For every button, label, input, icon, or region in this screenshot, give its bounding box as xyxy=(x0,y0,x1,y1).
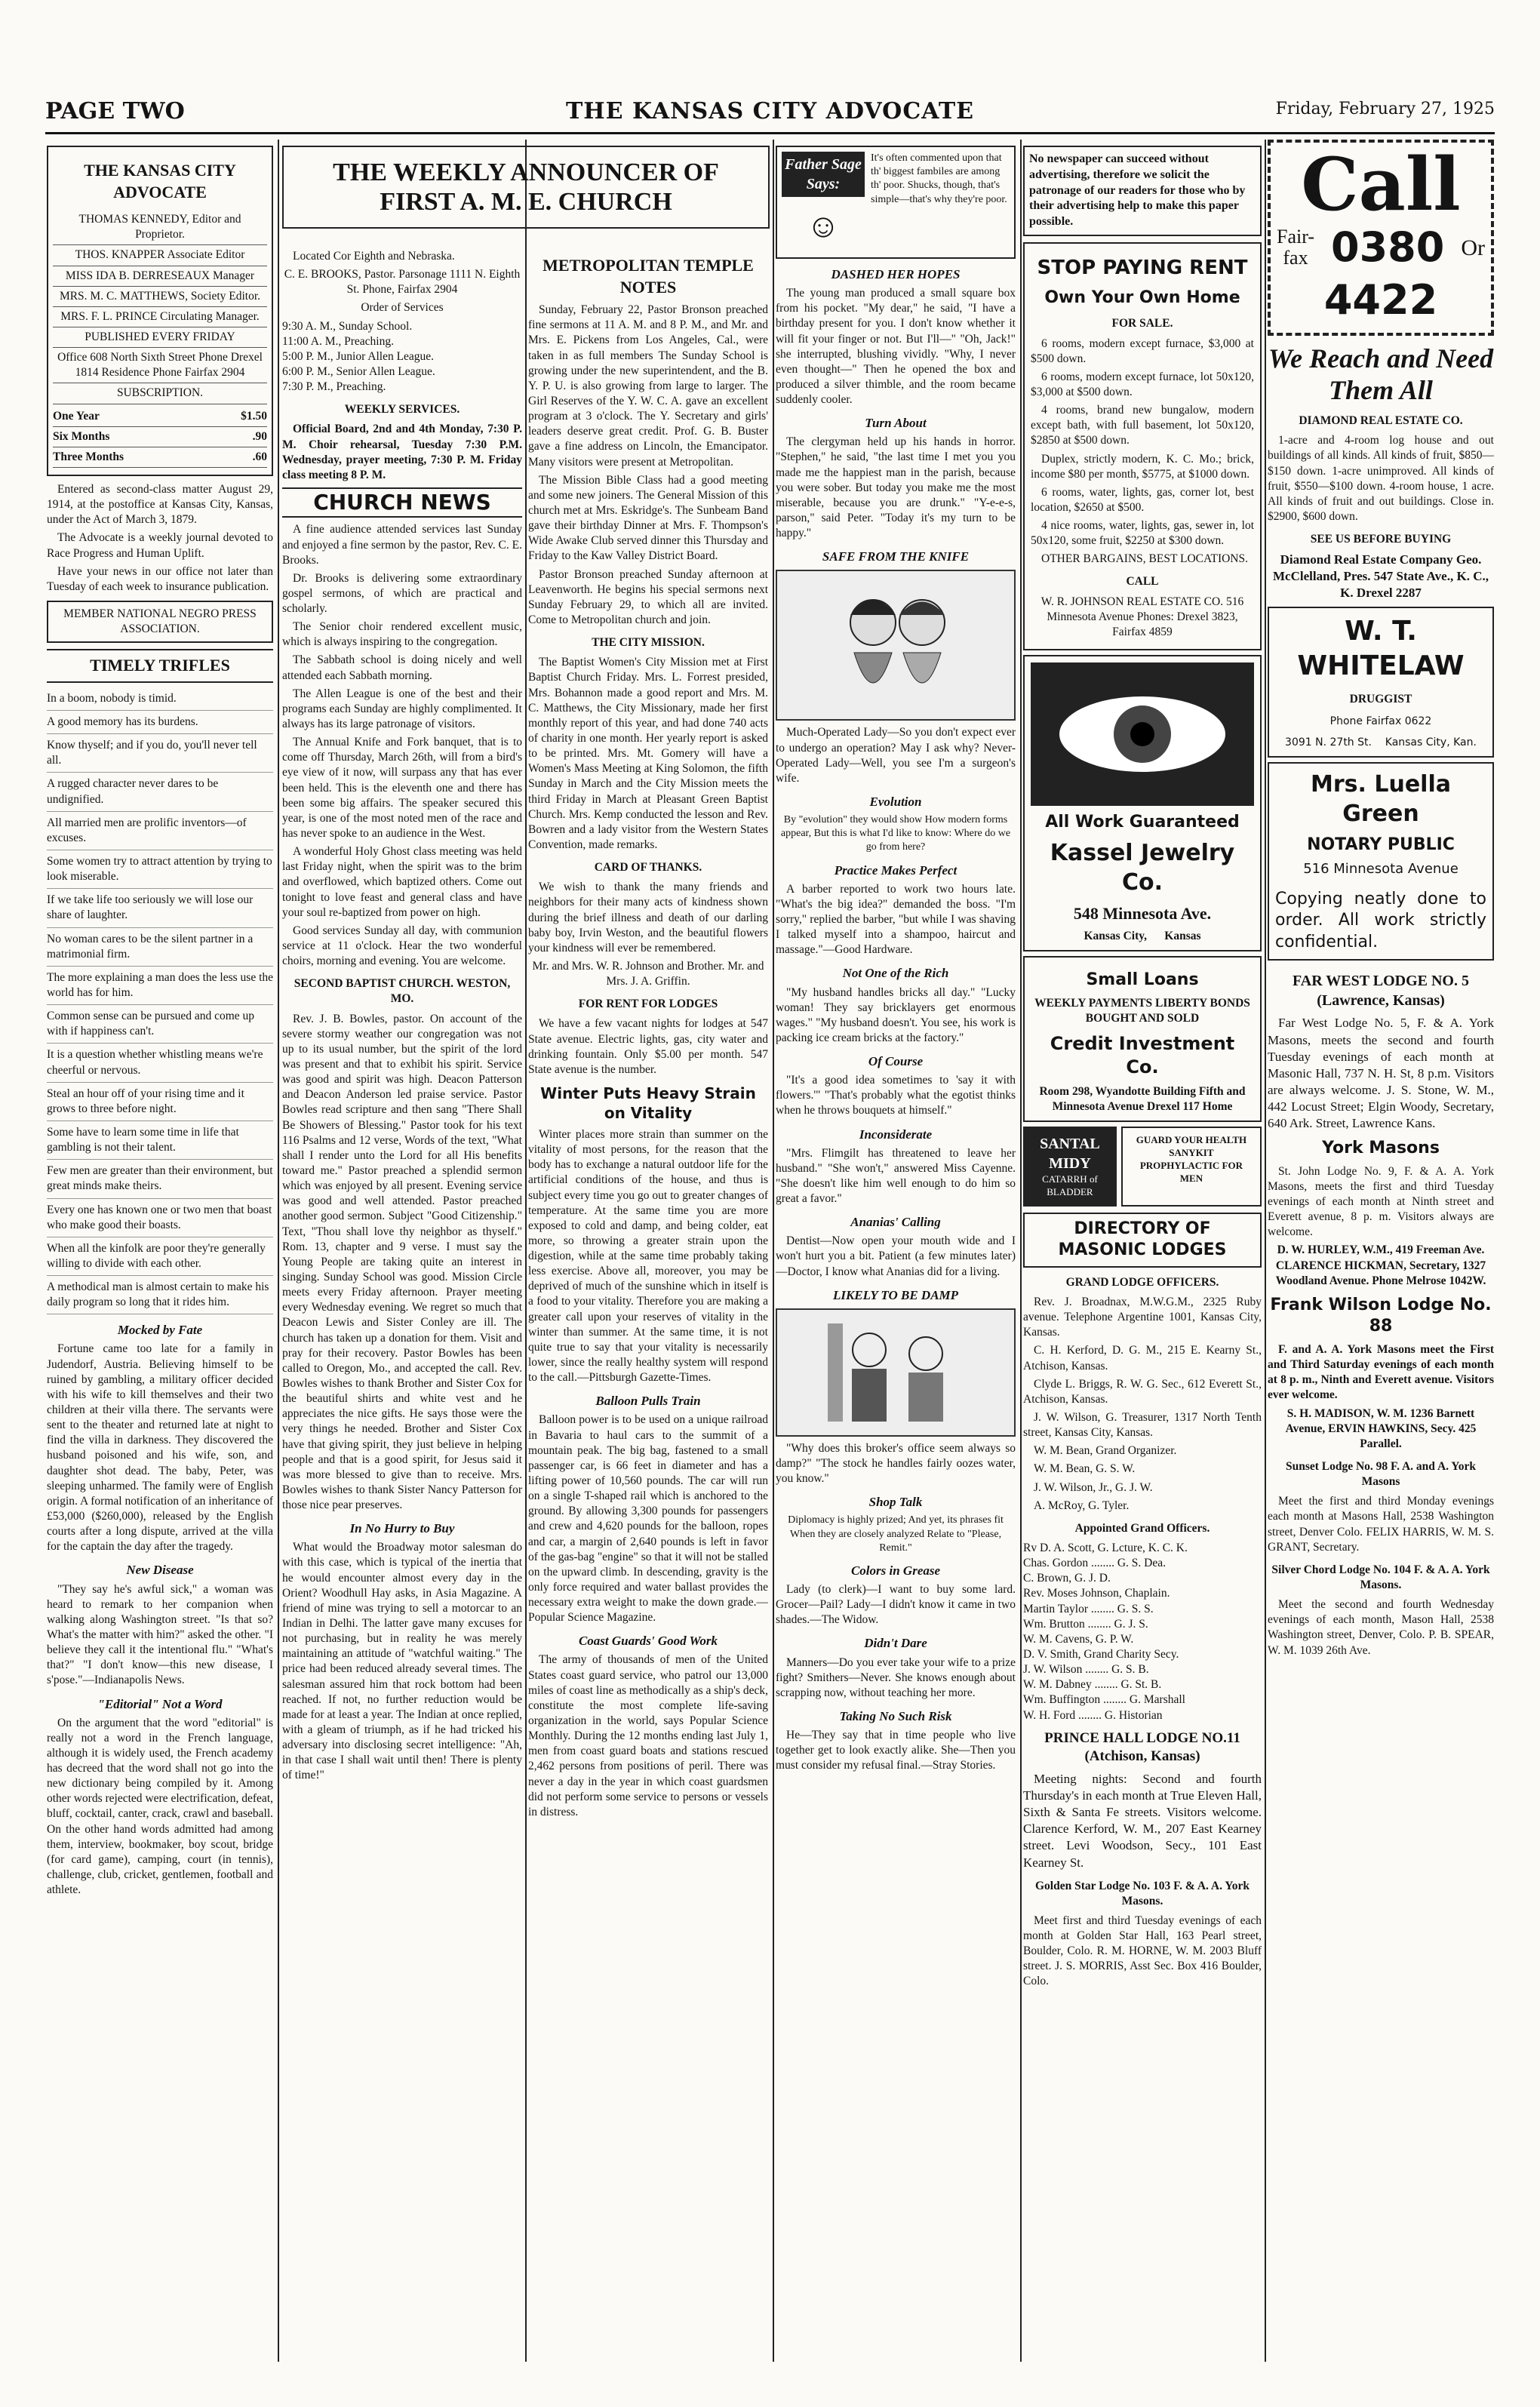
entered-notice: Entered as second-class matter August 29, 1914, at the postoffice at Kansas City, Kansas, under the Act of March 3, 1879. xyxy=(47,483,273,527)
editorial-text: On the argument that the word "editorial" is really not a word in the French language, although it is widely used, the French academy has decreed that the word shall not go into the new dictionary being compiled by it. Among other words rejected were electrification, defeat, bluff, cocktail, canter, crack, crawl and baseball. On the other hand words admitted had among them, interview, bookmaker, boy scout, bridge (for card game), camping, court (in tennis), challenge, club, cricket, gentlemen, football and athlete. xyxy=(47,1716,273,1897)
green-name: Mrs. Luella Green xyxy=(1311,770,1451,827)
other-bargains: OTHER BARGAINS, BEST LOCATIONS. xyxy=(1041,552,1248,566)
appointed-heading: Appointed Grand Officers. xyxy=(1074,1521,1210,1535)
practice-text: A barber reported to work two hours late. "What's the big idea?" demanded the boss. "I'm sorry," replied the barber, "but while I was shaving I talked myself into a shampoo, haircut and massage."—Good Hardware. xyxy=(776,882,1016,957)
mocked-heading: Mocked by Fate xyxy=(117,1323,203,1338)
disease-heading: New Disease xyxy=(126,1563,194,1578)
trifle: A rugged character never dares to be undignified. xyxy=(47,773,273,811)
trifle: All married men are prolific inventors—of excuses. xyxy=(47,812,273,850)
staff-line: PUBLISHED EVERY FRIDAY xyxy=(53,327,267,348)
thanks-text: We wish to thank the many friends and neighbors for their many acts of kindness shown during the brief illness and death of our darling baby boy, Irvin Weston, and the beautiful flowers your kindness will ever be remembered. xyxy=(528,881,768,954)
loans-sub: WEEKLY PAYMENTS LIBERTY BONDS BOUGHT AND SOLD xyxy=(1034,996,1250,1025)
grand-officer: Rev. J. Broadnax, M.W.G.M., 2325 Ruby avenue. Telephone Argentine 1001, Kansas City, Kansas. xyxy=(1023,1296,1262,1339)
column-divider xyxy=(1020,140,1022,2362)
staff-paper-name: THE KANSAS CITY ADVOCATE xyxy=(84,161,236,201)
call-label: CALL xyxy=(1126,575,1159,589)
trifle: The more explaining a man does the less use the world has for him. xyxy=(47,967,273,1005)
frank-signature: S. H. MADISON, W. M. 1236 Barnett Avenue, ERVIN HAWKINS, Secy. 425 Parallel. xyxy=(1285,1406,1477,1450)
trifle: It is a question whether whistling means we're cheerful or nervous. xyxy=(47,1044,273,1082)
journal-notice: The Advocate is a weekly journal devoted to Race Progress and Human Uplift. xyxy=(47,531,273,560)
subscription-row: Three Months .60 xyxy=(53,447,267,468)
hopes-text: The young man produced a small square box from his pocket. "My dear," he said, "I have a birthday present for you. I don't know whether it will fit your finger or not. But I'll—" "Oh, Jack!" she interrupted, blushing vividly. "Why, I never even thought—" Then he opened the box and produced a silver thimble, and the room became suddenly cooler. xyxy=(776,287,1016,407)
grand-officer: J. W. Wilson, G. Treasurer, 1317 North Tenth street, Kansas City, Kansas. xyxy=(1023,1411,1262,1440)
column-5 xyxy=(1023,140,1262,2362)
listing: 6 rooms, water, lights, gas, corner lot, best location, $2650 at $500. xyxy=(1031,485,1254,514)
column-divider xyxy=(525,140,527,2362)
appointed-officer: Martin Taylor ........ G. S. S. xyxy=(1023,1602,1154,1615)
thanks-signature: Mr. and Mrs. W. R. Johnson and Brother. Mr. and Mrs. J. A. Griffin. xyxy=(532,959,764,988)
column-divider xyxy=(773,140,774,2362)
staff-line: MRS. M. C. MATTHEWS, Society Editor. xyxy=(53,287,267,307)
credit-name: Credit Investment Co. xyxy=(1050,1033,1235,1078)
course-text: "It's a good idea sometimes to 'say it with flowers.'" "That's probably what the egotist thinks when he throws bouquets at himself." xyxy=(776,1074,1016,1117)
diamond-text: 1-acre and 4-room log house and out buildings of all kinds. All kinds of fruit, $850—$150 down. 1-acre unimproved. All kinds of fruit, $550—$100 down. 4-room house, 1 acre. All kinds of fruit and out buildings. Close in. $2900, $600 down. xyxy=(1268,434,1494,523)
course-heading: Of Course xyxy=(868,1054,924,1069)
column-1 xyxy=(47,140,273,2362)
metro-heading: METROPOLITAN TEMPLE NOTES xyxy=(543,256,754,297)
news-item: A wonderful Holy Ghost class meeting was held last Friday night, when the spirit was to the brim and overflowed, which baptized others. Come out tonight to love feast and general class and have your soul re-baptized from power on high. xyxy=(282,845,522,919)
call-word: Call xyxy=(1301,142,1461,227)
call-ad xyxy=(1268,140,1494,336)
diamond-heading: DIAMOND REAL ESTATE CO. xyxy=(1299,414,1463,428)
balloon-text: Balloon power is to be used on a unique railroad in Bavaria to haul cars to the summit of a mountain peak. The big bag, fastened to a small passenger car, is 66 feet in diameter and has a lifting power of 10,560 pounds. The car will run on a single T-shaped rail which is anchored to the ground. By allowing 3,300 pounds for passengers and crew and 4,620 pounds for the balloon, ropes and car, a margin of 2,640 pounds is left in favor of the gas-bag "engine" so that it will not be stalled on the upward climb. In descending, gravity is the only force required and water ballast provides the necessary extra weight to make the down grade.—Popular Science Magazine. xyxy=(528,1413,768,1625)
frank-text: F. and A. A. York Masons meet the First and Third Saturday evenings of each month at 8 p. m., Ninth and Everett avenue. Visitors ever welcome. xyxy=(1268,1343,1494,1402)
practice-heading: Practice Makes Perfect xyxy=(834,862,958,878)
frank-heading: Frank Wilson Lodge No. 88 xyxy=(1270,1295,1492,1336)
hurry-heading: In No Hurry to Buy xyxy=(349,1521,455,1536)
church-location: Located Cor Eighth and Nebraska. xyxy=(293,250,455,263)
paper-title: THE KANSAS CITY ADVOCATE xyxy=(565,98,975,124)
column-divider xyxy=(278,140,279,2362)
coast-heading: Coast Guards' Good Work xyxy=(578,1634,718,1649)
rent-text: We have a few vacant nights for lodges at 547 State avenue. Electric lights, gas, city water and drinking fountain. Only $5.00 per month. 547 State avenue is the number. xyxy=(528,1017,768,1076)
see-us: SEE US BEFORE BUYING xyxy=(1310,533,1452,546)
weekly-text: Official Board, 2nd and 4th Monday, 7:30 P. M. Choir rehearsal, Tuesday 7:30 P.M. Wednesday, prayer meeting, 7:30 P. M. Friday class meeting 8 P. M. xyxy=(282,423,522,481)
york-text: St. John Lodge No. 9, F. & A. A. York Masons, meets the first and third Tuesday evenings of each month at Ninth street and Everett avenue, 8 p. m. Visitors always are welcome. xyxy=(1268,1164,1494,1239)
rich-text: "My husband handles bricks all day." "Lucky woman! They say bricklayers get enormous wages." "My husband doesn't. You see, his work is packing ice cream bricks at the factory." xyxy=(776,985,1016,1044)
knife-heading: SAFE FROM THE KNIFE xyxy=(822,549,970,564)
notary-ad xyxy=(1268,762,1494,961)
rent-ad-subtitle: Own Your Own Home xyxy=(1044,287,1240,307)
sunset-text: Meet the first and third Monday evenings each month at Masons Hall, 2538 Washington street, Denver Colo. FELIX HARRIS, W. M. S. GRANT, Secretary. xyxy=(1268,1495,1494,1554)
trifle: If we take life too seriously we will lose our share of laughter. xyxy=(47,889,273,927)
turn-text: The clergyman held up his hands in horror. "Stephen," he said, "the last time I met you you made me the happiest man in the parish, because you were sober. But today you make me the most miserable, because you are drunk." "Y-e-e-s, parson," said Peter. "Today it's my turn to be happy." xyxy=(776,435,1016,540)
listing: 4 rooms, brand new bungalow, modern except bath, with full basement, lot 50x120, $2850 at $500 down. xyxy=(1031,404,1254,447)
damp-text: "Why does this broker's office seem always so damp?" "The stock he handles fairly oozes water, you know." xyxy=(776,1441,1016,1486)
coast-text: The army of thousands of men of the United States coast guard service, who patrol our 13,000 miles of coast line as methodically as a ship's deck, constitute the most complete life-saving organization in the world, says Popular Science Monthly. During the 12 months ending last July 1, men from coast guard boats and stations rescued 2,462 persons from positions of peril. There was never a day in the year in which coast guardsmen did not perform some service to persons or vessels in distress. xyxy=(528,1653,768,1818)
incons-heading: Inconsiderate xyxy=(859,1127,933,1142)
york-heading: York Masons xyxy=(1322,1139,1440,1158)
mission-heading: THE CITY MISSION. xyxy=(592,636,705,650)
agent-info: W. R. JOHNSON REAL ESTATE CO. 516 Minnesota Avenue Phones: Drexel 3823, Fairfax 4859 xyxy=(1040,595,1244,638)
damp-heading: LIKELY TO BE DAMP xyxy=(832,1287,959,1302)
rent-ad-sale: FOR SALE. xyxy=(1111,317,1173,330)
sage-text: It's often commented upon that th' biggest fambiles are among th' poor. Shucks, though, that's simple—that's why they're poor. xyxy=(871,152,1007,205)
santal-ad xyxy=(1023,1127,1117,1207)
appointed-officer: W. H. Ford ........ G. Historian xyxy=(1023,1708,1163,1722)
church-news-heading: CHURCH NEWS xyxy=(282,487,522,518)
rent-heading: FOR RENT FOR LODGES xyxy=(578,998,718,1011)
appointed-list xyxy=(1023,1541,1262,1723)
dare-text: Manners—Do you ever take your wife to a prize fight? Smithers—Never. She knows enough about scrapping now, without teaching her more. xyxy=(776,1655,1016,1699)
metro-text: Sunday, February 22, Pastor Bronson preached fine sermons at 11 A. M. and 8 P. M., and Mr. and Mrs. E. Pickens from Los Angeles, Cal., were taken in as full members The Sunday School is growing under the new superintendent, and the B. Y. P. U. is also growing from large to larger. The Girl Reserves of the Y. W. C. A. gave an excellent program at 3 o'clock. The Y. Secretary and girls' leaders deserve great credit. Prof. G. B. Buster gave a fine address on Lincoln, the Emancipator. Many visitors were present at Metropolitan. xyxy=(528,303,768,469)
appointed-officer: W. M. Cavens, G. P. W. xyxy=(1023,1632,1134,1646)
grand-officer: C. H. Kerford, D. G. M., 215 E. Kearny St., Atchison, Kansas. xyxy=(1023,1344,1262,1373)
shop-heading: Shop Talk xyxy=(868,1495,923,1510)
announcer-banner xyxy=(282,140,770,253)
notary-label: NOTARY PUBLIC xyxy=(1307,835,1455,854)
masthead xyxy=(45,98,1495,128)
subscription-row: One Year $1.50 xyxy=(53,407,267,427)
sage-face-icon: ☺ xyxy=(806,208,841,245)
column-2 xyxy=(282,249,522,2362)
loans-ad xyxy=(1023,956,1262,1122)
broker-illustration xyxy=(776,1308,1016,1437)
silver-text: Meet the second and fourth Wednesday evenings of each month, Mason Hall, 2538 Washington street, Denver, Colo. P. B. SPEAR, W. M. 1039 26th Ave. xyxy=(1268,1598,1494,1657)
staff-line: THOS. KNAPPER Associate Editor xyxy=(53,245,267,266)
trifle: Some have to learn some time in life that gambling is not their talent. xyxy=(47,1121,273,1160)
farwest-heading: FAR WEST LODGE NO. 5 (Lawrence, Kansas) xyxy=(1293,973,1469,1010)
news-item: A fine audience attended services last Sunday and enjoyed a fine sermon by the pastor, Rev. C. E. Brooks. xyxy=(282,523,522,567)
grand-heading: GRAND LODGE OFFICERS. xyxy=(1065,1275,1219,1289)
appointed-officer: W. M. Dabney ........ G. St. B. xyxy=(1023,1678,1162,1692)
service-item: 11:00 A. M., Preaching. xyxy=(282,334,394,348)
prince-heading: PRINCE HALL LODGE NO.11 (Atchison, Kansas) xyxy=(1044,1729,1240,1765)
grand-officer: Clyde L. Briggs, R. W. G. Sec., 612 Everett St., Atchison, Kansas. xyxy=(1023,1377,1262,1406)
member-box: MEMBER NATIONAL NEGRO PRESS ASSOCIATION. xyxy=(47,601,273,643)
page-number: PAGE TWO xyxy=(45,98,185,124)
diamond-signature: Diamond Real Estate Company Geo. McClelland, Pres. 547 State Ave., K. C., K. Drexel 2287 xyxy=(1273,552,1489,601)
news-item: The Allen League is one of the best and their programs each Sunday are highly complimented. It always has its large patronage of visitors. xyxy=(282,687,522,731)
reach-slogan: We Reach and Need Them All xyxy=(1268,343,1494,405)
trifles-heading: TIMELY TRIFLES xyxy=(47,649,273,683)
trifle: Know thyself; and if you do, you'll never tell all. xyxy=(47,734,273,773)
news-item: Good services Sunday all day, with communion service at 11 o'clock. Hear the two wonderful choirs, morning and evening. You are welcome. xyxy=(282,924,522,968)
mission-text: The Baptist Women's City Mission met at First Baptist Church Friday. Mrs. L. Forrest presided, Mrs. Bohannon made a good report and Mrs. M. C. Matthews, the City Missionary, made her first monthly report of this year, and had done 740 acts of charity in one month. Her yearly report is asked to be printed. Mrs. Mt. Gomery will have a Women's Mass Meeting at King Solomon, the fifth Sunday in March and the City Mission meets the third Friday in March at Pleasant Green Baptist Church. Mrs. Kemp conducted the lesson and Rev. Bowren and a lady visitor from the Western States Convention, made remarks. xyxy=(528,656,768,851)
news-item: The Sabbath school is doing nicely and well attended each Sabbath morning. xyxy=(282,653,522,682)
weekly-heading: WEEKLY SERVICES. xyxy=(344,403,460,417)
or-label: Or xyxy=(1461,235,1485,260)
service-item: 6:00 P. M., Senior Allen League. xyxy=(282,364,435,378)
loans-title: Small Loans xyxy=(1086,970,1199,990)
rent-ad xyxy=(1023,242,1262,650)
jewel-city: Kansas City, Kansas xyxy=(1084,930,1201,943)
rich-heading: Not One of the Rich xyxy=(842,966,949,981)
rent-ad-title: STOP PAYING RENT xyxy=(1037,256,1248,279)
grand-officer: J. W. Wilson, Jr., G. J. W. xyxy=(1034,1480,1153,1494)
announcer-title: THE WEEKLY ANNOUNCER OF FIRST A. M. E. CHURCH xyxy=(282,146,770,229)
staff-box xyxy=(47,146,273,476)
two-ladies-illustration xyxy=(776,570,1016,721)
subscription-row: Six Months .90 xyxy=(53,427,267,447)
hopes-heading: DASHED HER HOPES xyxy=(831,267,961,281)
jewel-line1: All Work Guaranteed xyxy=(1045,813,1240,832)
mocked-text: Fortune came too late for a family in Judendorf, Austria. Believing himself to be ruined by gambling, a military officer decided with his wife to kill themselves and their two children at their villa there. The servants were sent to the theater and returned late at night to find the villa in darkness. They discovered the husband poisoned and his wife, son, and daughter shot dead. The baby, Peter, was sleeping unharmed. The family were of English origin. A formal notification of an inheritance of £53,000 ($260,000), released by the English courts after a long dispute, arrived at the villa for the captain the day after the tragedy. xyxy=(47,1342,273,1554)
metro-text: Pastor Bronson preached Sunday afternoon at Leavenworth. He begins his special sermons next Sunday February 29, to which all are invited. Come to Metropolitan church and join. xyxy=(528,567,768,626)
santal-sub: CATARRH of BLADDER xyxy=(1042,1173,1098,1197)
shop-text: Diplomacy is highly prized; And yet, its phrases fit When they are closely analyzed Relate to "Please, Remit." xyxy=(788,1514,1004,1554)
incons-text: "Mrs. Flimgilt has threatened to leave her husband." "She won't," answered Miss Cayenne. "She doesn't like him well enough to do him so great a favor." xyxy=(776,1146,1016,1206)
trifle: A good memory has its burdens. xyxy=(47,711,273,734)
masthead-rule xyxy=(45,132,1495,134)
phone-1: 0380 xyxy=(1331,223,1445,271)
thanks-heading: CARD OF THANKS. xyxy=(594,861,702,875)
evolution-heading: Evolution xyxy=(869,794,922,809)
silver-heading: Silver Chord Lodge No. 104 F. & A. A. York Masons. xyxy=(1271,1563,1490,1591)
druggist-addr: 3091 N. 27th St. Kansas City, Kan. xyxy=(1285,736,1477,749)
ladies-icon xyxy=(820,577,971,713)
trifle: Some women try to attract attention by trying to look miserable. xyxy=(47,850,273,889)
york-signature: D. W. HURLEY, W.M., 419 Freeman Ave. CLARENCE HICKMAN, Secretary, 1327 Woodland Avenue. Phone Melrose 1042W. xyxy=(1275,1243,1486,1287)
staff-line: MISS IDA B. DERRESEAUX Manager xyxy=(53,266,267,287)
phone-2: 4422 xyxy=(1323,276,1438,324)
grand-officer: A. McRoy, G. Tyler. xyxy=(1034,1499,1130,1512)
broker-men-icon xyxy=(820,1316,971,1429)
trifle: When all the kinfolk are poor they're generally willing to divide with each other. xyxy=(47,1237,273,1276)
listing: 6 rooms, modern except furnace, $3,000 at $500 down. xyxy=(1031,337,1254,365)
risk-heading: Taking No Such Risk xyxy=(839,1708,952,1723)
fairfax-label: Fair-fax xyxy=(1277,225,1315,269)
column-4 xyxy=(776,140,1016,2362)
balloon-heading: Balloon Pulls Train xyxy=(595,1394,701,1409)
trifle: Steal an hour off of your rising time and it grows to three before night. xyxy=(47,1083,273,1121)
trifle: A methodical man is almost certain to make his daily program so long that it rides him. xyxy=(47,1276,273,1314)
staff-line: MRS. F. L. PRINCE Circulating Manager. xyxy=(53,307,267,327)
druggist-label: DRUGGIST xyxy=(1349,693,1412,706)
advertising-notice: No newspaper can succeed without advertising, therefore we solicit the patronage of our readers for those who by their advertising help to make this paper possible. xyxy=(1023,146,1262,236)
column-divider xyxy=(1265,140,1266,2362)
eye-icon xyxy=(1044,674,1240,795)
grease-heading: Colors in Grease xyxy=(850,1563,941,1578)
baptist-heading: SECOND BAPTIST CHURCH. WESTON, MO. xyxy=(294,977,511,1006)
sage-title: Father Sage Says: xyxy=(782,152,865,197)
druggist-phone: Phone Fairfax 0622 xyxy=(1329,715,1432,728)
druggist-ad xyxy=(1268,607,1494,758)
staff-line: SUBSCRIPTION. xyxy=(53,383,267,404)
appointed-officer: Wm. Brutton ........ G. J. S. xyxy=(1023,1617,1148,1631)
knife-text: Much-Operated Lady—So you don't expect ever to undergo an operation? May I ask why? Never-Operated Lady—Well, you see I'm a surgeon's wife. xyxy=(776,726,1016,785)
column-6 xyxy=(1268,140,1494,2362)
golden-text: Meet first and third Tuesday evenings of each month at Golden Star Hall, 163 Pearl street, Boulder, Colo. R. M. HORNE, W. M. 2003 Bluff street. J. S. MORRIS, Asst Sec. Box 416 Boulder, Colo. xyxy=(1023,1914,1262,1988)
evolution-text: By "evolution" they would show How modern forms appear, But this is what I'd like to know: Where do we go from here? xyxy=(780,814,1011,853)
column-3 xyxy=(528,249,768,2362)
listing: 4 nice rooms, water, lights, gas, sewer in, lot 50x120, some fruit, $2250 at $300 down. xyxy=(1031,519,1254,548)
disease-text: "They say he's awful sick," a woman was heard to remark to her companion when walking along Washington street. "Is that so? What's the matter with him?" asked the other. "I believe they call it the intentional flu." "What's that?" "I don't know—this new disease, I s'pose."—Indianapolis News. xyxy=(47,1582,273,1687)
staff-line: THOMAS KENNEDY, Editor and Proprietor. xyxy=(53,210,267,245)
health-ads xyxy=(1023,1127,1262,1207)
jewelry-ad xyxy=(1023,655,1262,951)
hurry-text: What would the Broadway motor salesman do with this case, which is typical of the inertia that he would encounter almost every day in the Orient? Woodhull Hay asks, in Asia Magazine. A friend of mine was trying to sell a motorcar to an Indian in Delhi. The latter gave many excuses for not purchasing, but in reality he was merely maintaining an attitude of "watchful waiting." The price had been reduced already several times. The salesman assured him that rock bottom had been reached. If not, no further reduction would be made for at least a year. The Indian at once replied, with a gleam of triumph, as if he had tricked his adversary into disclosing secret intelligence: "Ah, in that case I shall wait until then! There is plenty of time!" xyxy=(282,1541,522,1782)
whitelaw-name: W. T. WHITELAW xyxy=(1297,615,1465,682)
santal-name: SANTAL MIDY xyxy=(1040,1135,1100,1172)
jewel-addr: 548 Minnesota Ave. xyxy=(1073,903,1212,923)
turn-heading: Turn About xyxy=(865,416,927,431)
trifle: No woman cares to be the silent partner in a matrimonial firm. xyxy=(47,928,273,967)
news-item: The Annual Knife and Fork banquet, that is to come off Thursday, March 26th, will from a bird's eye view of it now, will surpass any that has ever been held. This is the eleventh one and there has been some big affairs. The speaker secured this year, is one of the most noted men of the race and has never spoke to an audience in the West. xyxy=(282,736,522,841)
metro-text: The Mission Bible Class had a good meeting and some new joiners. The General Mission of this church met at Mrs. Eskridge's. The Sunbeam Band gave their birthday Dinner at Mrs. F. Thompson's Wide Awake Club served dinner this Thursday and Friday to the Kaw Valley District Board. xyxy=(528,473,768,563)
appointed-officer: C. Brown, G. J. D. xyxy=(1023,1572,1111,1585)
service-item: 5:00 P. M., Junior Allen League. xyxy=(282,349,435,363)
news-item: The Senior choir rendered excellent music, which is always inspiring to the congregation. xyxy=(282,620,522,649)
trifle: Every one has known one or two men that boast who make good their boasts. xyxy=(47,1199,273,1237)
listing: Duplex, strictly modern, K. C. Mo.; brick, income $80 per month, $5775, at $1000 down. xyxy=(1031,452,1254,481)
dare-heading: Didn't Dare xyxy=(864,1636,927,1651)
risk-text: He—They say that in time people who live together get to look exactly alike. She—Then you must consider my refusal final.—Stray Stories. xyxy=(776,1729,1016,1772)
news-deadline-notice: Have your news in our office not later than Tuesday of each week to insurance publication. xyxy=(47,564,273,593)
appointed-officer: Rv D. A. Scott, G. Lcture, K. C. K. xyxy=(1023,1541,1188,1554)
grand-officer: W. M. Bean, Grand Organizer. xyxy=(1034,1444,1177,1458)
news-item: Dr. Brooks is delivering some extraordinary gospel sermons, of which are practical and scholarly. xyxy=(282,571,522,616)
winter-text: Winter places more strain than summer on the vitality of most persons, for the reason that the body has to exchange a natural outdoor life for the artificial conditions of the house, and thus is subject every time you go out to greater changes of temperature. At the same time you are more exposed to cold and damp, and being colder, eat more, so throwing a greater strain upon the digestion, while at the same time probably taking less exercise. Above all, moreover, you may be deprived of much of the sunshine which in itself is a food to your vitality. Therefore you are making a greater call upon your reserves of vitality in the winter than summer. At the same time, it is not quite true to say that your vitality is necessarily lower, since the really healthy system will respond to the call.—Pittsburgh Gazette-Times. xyxy=(528,1127,768,1385)
sanykit-ad: GUARD YOUR HEALTH SANYKIT PROPHYLACTIC FOR MEN xyxy=(1121,1127,1262,1207)
sunset-heading: Sunset Lodge No. 98 F. A. and A. York Masons xyxy=(1285,1459,1477,1489)
editorial-heading: "Editorial" Not a Word xyxy=(97,1696,223,1711)
eye-illustration xyxy=(1031,662,1254,806)
grand-officer: W. M. Bean, G. S. W. xyxy=(1034,1462,1136,1476)
ananias-text: Dentist—Now open your mouth wide and I won't hurt you a bit. Patient (a few minutes later)—Doctor, I know what Ananias did for a living. xyxy=(776,1234,1016,1278)
appointed-officer: J. W. Wilson ........ G. S. B. xyxy=(1023,1663,1149,1677)
prince-text: Meeting nights: Second and fourth Thursday's in each month at True Eleven Hall, Sixth & Santa Fe streets. Visitors welcome. Clarence Kerford, W. M., 207 East Kearney street. Levi Woodson, Secy., 101 East Kearney St. xyxy=(1023,1772,1262,1870)
trifle: In a boom, nobody is timid. xyxy=(47,687,273,711)
appointed-officer: D. V. Smith, Grand Charity Secy. xyxy=(1023,1647,1179,1661)
church-pastor: C. E. BROOKS, Pastor. Parsonage 1111 N. Eighth St. Phone, Fairfax 2904 xyxy=(284,268,521,297)
services-list xyxy=(282,319,522,395)
trifle: Few men are greater than their environment, but great minds make theirs. xyxy=(47,1160,273,1198)
golden-heading: Golden Star Lodge No. 103 F. & A. A. York Masons. xyxy=(1034,1879,1250,1907)
jewel-name: Kassel Jewelry Co. xyxy=(1050,839,1235,896)
green-addr: 516 Minnesota Avenue xyxy=(1303,861,1459,878)
listing: 6 rooms, modern except furnace, lot 50x120, $3,000 at $500 down. xyxy=(1031,370,1254,398)
copying-text: Copying neatly done to order. All work strictly confidential. xyxy=(1275,889,1486,951)
appointed-officer: Wm. Buffington ........ G. Marshall xyxy=(1023,1693,1185,1707)
services-heading: Order of Services xyxy=(361,301,444,315)
baptist-text: Rev. J. B. Bowles, pastor. On account of the severe stormy weather our congregation was not up to its usual number, but the spirit of the lord was present and that to exhibit his spirit. Service was good and spirit was high. Deacon Patterson and Deacon Anderson led praise service. Pastor Bowles read scripture and then sang "There Shall Be Showers of Blessing." Pastor took for his text 116 Psalms and 12 verse, Words of the text, "What shall I render unto the Lord for all His benefits toward me." Pastor preached a splendid sermon which was enjoyed by all present. Evening service was good and well attended. Pastor preached another good sermon. Subject "Good Citizenship." Text, "Thou shall love thy neighbor as thyself." Rom. 13, chapter and 9 verse. I must say the Young People are taking quite an interest in singing. Sunday School was good. Mission Circle meets every Friday afternoon. Prayer meeting every Wednesday evening. We regret so much that Deacon Lewis and Sister Conley are ill. The church has taken up a donation for them. Visit and pray for their recovery. Pastor Bowles has been called to Oregon, Mo., and accepted the call. Rev. Bowles wishes to thank Brother and Sister Cox for the beautiful shirts and white vest and he appreciates the nice gifts. He says those were the very things he needed. Brother and Sister Cox have that giving spirit, they just believe in helping people and that is a good spirit, for Jesus said it was more blessed to give than to receive. Mrs. Bowles wishes to thank Sister Nancy Patterson for those nice pear preserves. xyxy=(282,1012,522,1512)
service-item: 9:30 A. M., Sunday School. xyxy=(282,319,413,333)
farwest-text: Far West Lodge No. 5, F. & A. York Masons, meets the second and fourth Tuesday evenings of each month at Masonic Hall, 737 N. H. St, 8 p.m. Visitors are always welcome. J. S. Stone, W. M., 442 Locust Street; Elgin Woody, Secretary, 640 Ark. Street, Lawrence Kans. xyxy=(1268,1016,1494,1130)
trifle: Common sense can be pursued and come up with if happiness can't. xyxy=(47,1005,273,1044)
grease-text: Lady (to clerk)—I want to buy some lard. Grocer—Pail? Lady—I didn't know it came in two shades.—The Widow. xyxy=(776,1583,1016,1627)
appointed-officer: Rev. Moses Johnson, Chaplain. xyxy=(1023,1587,1170,1600)
winter-heading: Winter Puts Heavy Strain on Vitality xyxy=(540,1084,756,1122)
staff-line: Office 608 North Sixth Street Phone Drexel 1814 Residence Phone Fairfax 2904 xyxy=(53,348,267,383)
issue-date: Friday, February 27, 1925 xyxy=(1275,100,1495,118)
ananias-heading: Ananias' Calling xyxy=(850,1215,941,1230)
masonic-heading: DIRECTORY OF MASONIC LODGES xyxy=(1023,1213,1262,1268)
father-sage-box xyxy=(776,146,1016,259)
appointed-officer: Chas. Gordon ........ G. S. Dea. xyxy=(1023,1557,1166,1570)
service-item: 7:30 P. M., Preaching. xyxy=(282,380,386,394)
credit-addr: Room 298, Wyandotte Building Fifth and Minnesota Avenue Drexel 117 Home xyxy=(1039,1084,1246,1113)
